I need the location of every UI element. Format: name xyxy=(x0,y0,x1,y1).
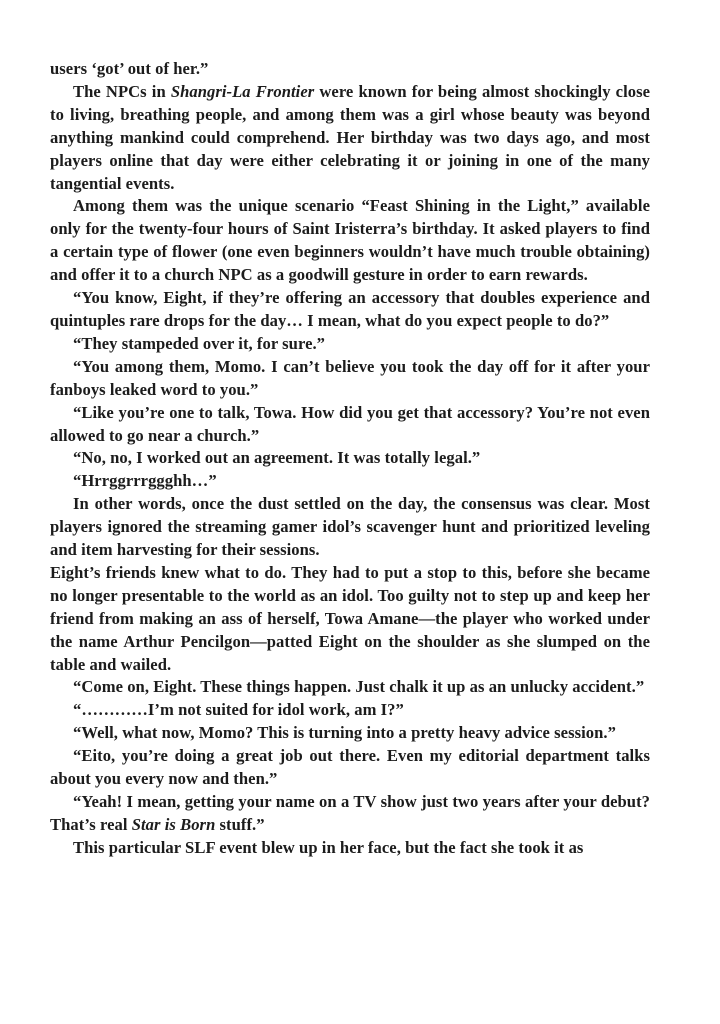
text-run: users ‘got’ out of her.” xyxy=(50,59,209,78)
paragraph xyxy=(50,195,650,287)
paragraph xyxy=(50,287,650,333)
text-run: Eight’s friends knew what to do. They had to put a stop to this, before she became no longer presentable to the world as an idol. Too guilty not to step up and keep her friend from making an ass of herself, Towa Amane—the player who worked under the name Arthur Pencilgon—patted Eight on the shoulder as she slumped on the table and wailed. xyxy=(50,562,650,674)
text-run: “Well, what now, Momo? This is turning into a pretty heavy advice session.” xyxy=(73,723,616,743)
paragraph xyxy=(50,447,650,470)
text-run: “Like you’re one to talk, Towa. How did you get that accessory? You’re not even allowed to go near a church.” xyxy=(50,402,650,445)
text-run: “Eito, you’re doing a great job out there. Even my editorial department talks about you every now and then.” xyxy=(50,746,650,789)
paragraph xyxy=(50,562,650,677)
paragraph xyxy=(50,493,650,562)
text-run: “Yeah! I mean, getting your name on a TV show just two years after your debut? That’s real xyxy=(50,792,650,834)
text-run: Among them was the unique scenario “Feast Shining in the Light,” available only for the twenty-four hours of Saint Iristerra’s birthday. It asked players to find a certain type of flower (one even beginners wouldn’t have much trouble obtaining) and offer it to a church NPC as a goodwill gesture in order to earn rewards. xyxy=(50,196,650,285)
text-run: “No, no, I worked out an agreement. It was totally legal.” xyxy=(73,448,481,468)
book-page xyxy=(50,58,650,860)
text-run: The NPCs in xyxy=(73,81,171,101)
paragraph xyxy=(50,333,650,356)
text-run: In other words, once the dust settled on the day, the consensus was clear. Most players ignored the streaming gamer idol’s scavenger hunt and prioritized leveling and item harvesting for their sessions. xyxy=(50,494,650,560)
text-run: “They stampeded over it, for sure.” xyxy=(73,333,326,353)
paragraph xyxy=(50,722,650,745)
paragraph xyxy=(50,58,650,81)
paragraph xyxy=(50,402,650,448)
paragraph xyxy=(50,745,650,791)
paragraph xyxy=(50,676,650,699)
italic-title: Star is Born xyxy=(131,814,216,834)
paragraph xyxy=(50,837,650,860)
text-run: were known for being almost shockingly close to living, breathing people, and among them was a girl whose beauty was beyond anything mankind could comprehend. Her birthday was two days ago, and most players online that day were either celebrating it or joining in one of the many tangential events. xyxy=(50,81,651,193)
text-run: “Come on, Eight. These things happen. Just chalk it up as an unlucky accident.” xyxy=(73,677,645,697)
text-run: stuff.” xyxy=(215,814,265,834)
paragraph xyxy=(50,81,650,196)
paragraph xyxy=(50,791,650,837)
paragraph xyxy=(50,699,650,722)
paragraph xyxy=(50,356,650,402)
paragraph xyxy=(50,470,650,493)
text-run: “You know, Eight, if they’re offering an accessory that doubles experience and quintuples rare drops for the day… I mean, what do you expect people to do?” xyxy=(50,288,650,330)
text-run: “Hrrggrrrggghh…” xyxy=(73,471,217,491)
italic-title: Shangri-La Frontier xyxy=(170,81,315,101)
text-run: This particular SLF event blew up in her face, but the fact she took it as xyxy=(73,837,584,857)
text-run: “You among them, Momo. I can’t believe you took the day off for it after your fanboys leaked word to you.” xyxy=(50,356,650,399)
text-run: “…………I’m not suited for idol work, am I?” xyxy=(73,700,404,720)
